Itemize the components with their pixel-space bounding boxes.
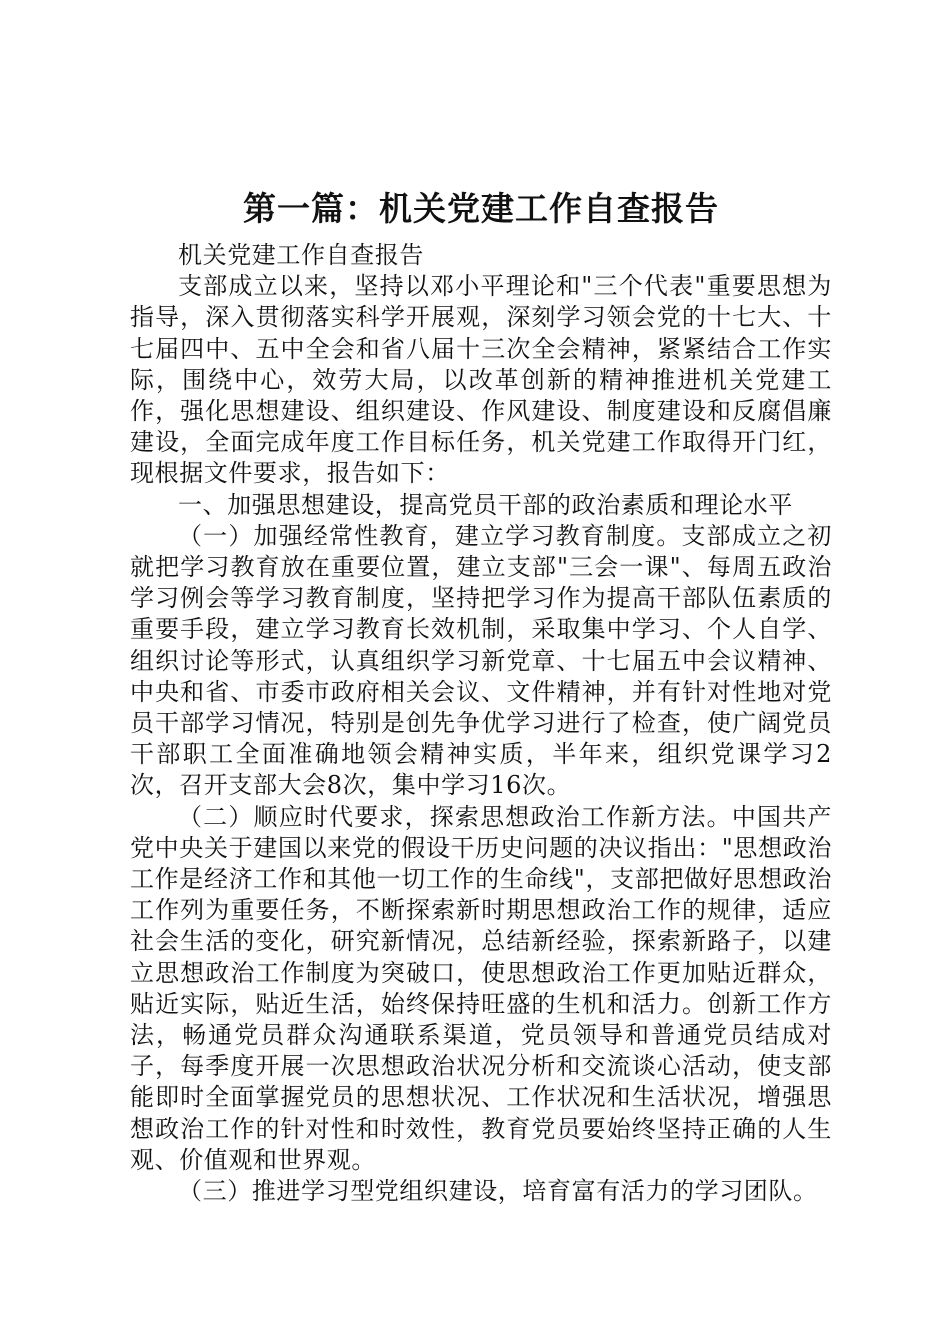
document-title: 第一篇：机关党建工作自查报告 <box>243 189 719 228</box>
section-heading-1: 一、加强思想建设，提高党员干部的政治素质和理论水平 <box>178 490 793 519</box>
subsection-paragraph-1: （一）加强经常性教育，建立学习教育制度。支部成立之初就把学习教育放在重要位置，建立支部"三会一课"、每周五政治学习例会等学习教育制度，坚持把学习作为提高干部队伍素质的重要手段，建立学习教育长效机制，采取集中学习、个人自学、组织讨论等形式，认真组织学习新党章、十七届五中会议精神、中央和省、市委市政府相关会议、文件精神，并有针对性地对党员干部学习情况，特别是创先争优学习进行了检查，使广阔党员干部职工全面准确地领会精神实质，半年来，组织党课学习2次，召开支部大会8次，集中学习16次。 <box>130 521 832 800</box>
subsection-paragraph-2: （二）顺应时代要求，探索思想政治工作新方法。中国共产党中央关于建国以来党的假设干历史问题的决议指出："思想政治工作是经济工作和其他一切工作的生命线"，支部把做好思想政治工作列为重要任务，不断探索新时期思想政治工作的规律，适应社会生活的变化，研究新情况，总结新经验，探索新路子，以建立思想政治工作制度为突破口，使思想政治工作更加贴近群众，贴近实际，贴近生活，始终保持旺盛的生机和活力。创新工作方法，畅通党员群众沟通联系渠道，党员领导和普通党员结成对子，每季度开展一次思想政治状况分析和交流谈心活动，使支部能即时全面掌握党员的思想状况、工作状况和生活状况，增强思想政治工作的针对性和时效性，教育党员要始终坚持正确的人生观、价值观和世界观。 <box>130 802 832 1174</box>
subtitle-paragraph: 机关党建工作自查报告 <box>178 241 424 269</box>
document-body <box>130 186 832 1207</box>
intro-paragraph: 支部成立以来，坚持以邓小平理论和"三个代表"重要思想为指导，深入贯彻落实科学开展观，深刻学习领会党的十七大、十七届四中、五中全会和省八届十三次全会精神，紧紧结合工作实际，围绕中心，效劳大局，以改革创新的精神推进机关党建工作，强化思想建设、组织建设、作风建设、制度建设和反腐倡廉建设，全面完成年度工作目标任务，机关党建工作取得开门红，现根据文件要求，报告如下： <box>130 272 832 488</box>
subsection-paragraph-3: （三）推进学习型党组织建设，培育富有活力的学习团队。 <box>178 1177 818 1206</box>
